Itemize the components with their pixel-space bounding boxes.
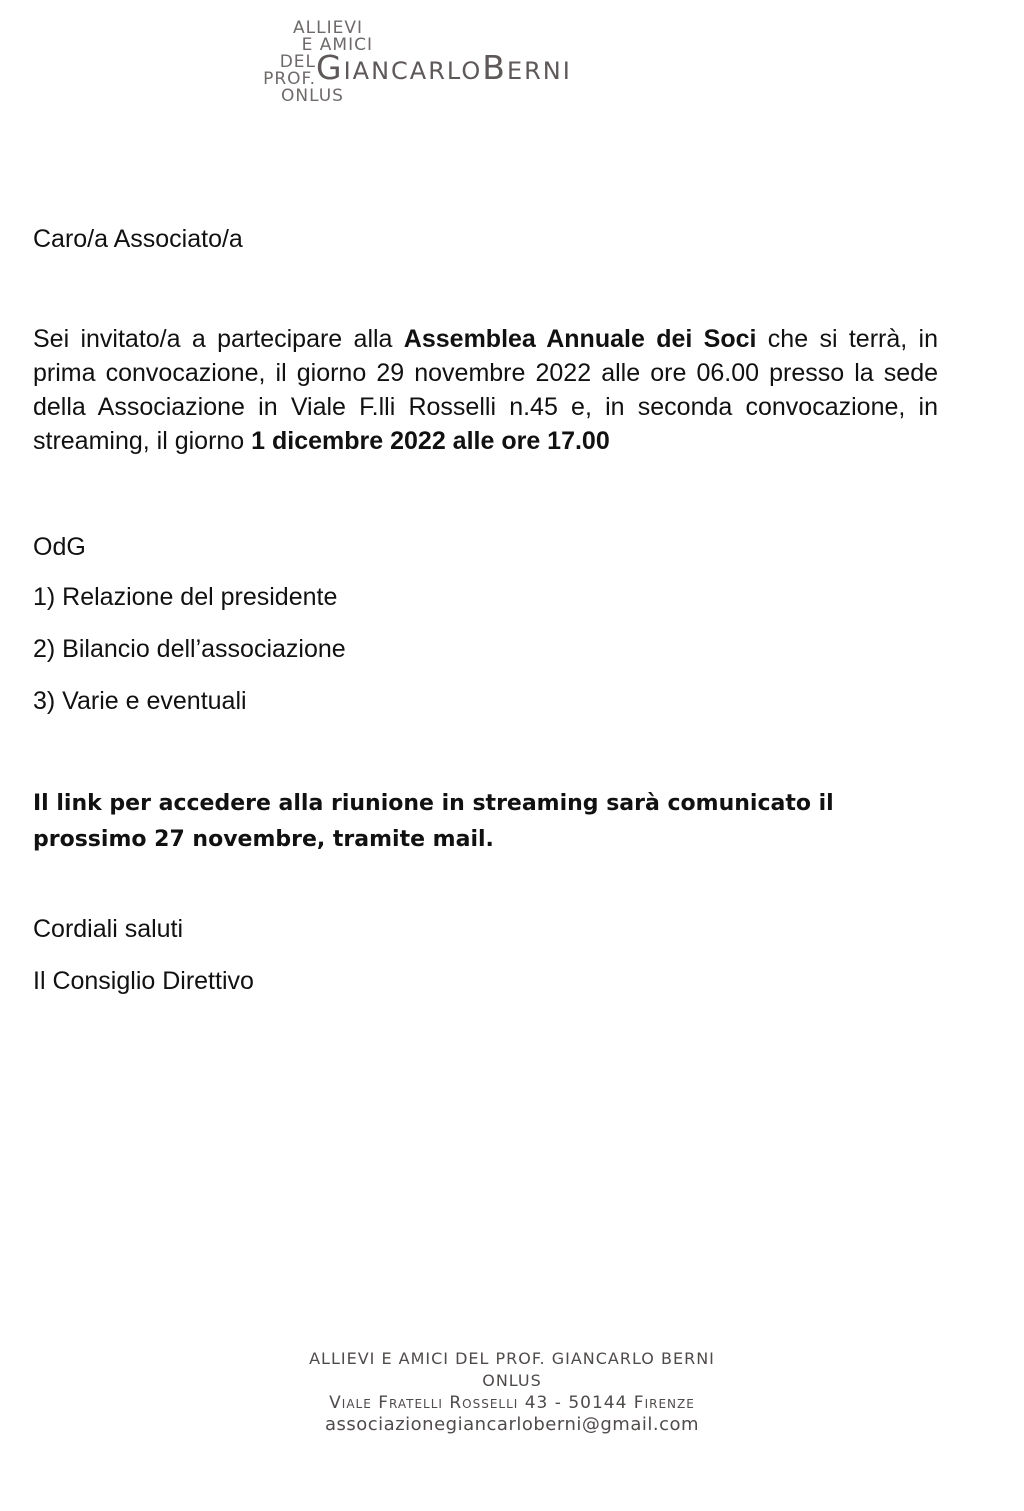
logo-line-allievi: ALLIEVI: [293, 18, 363, 38]
signature: Il Consiglio Direttivo: [33, 967, 254, 995]
footer-organization: ALLIEVI E AMICI DEL PROF. GIANCARLO BERNI: [309, 1349, 715, 1368]
invitation-paragraph: [33, 322, 938, 458]
logo-name-part-erni: ERNI: [506, 57, 572, 85]
closing: Cordiali saluti: [33, 915, 184, 943]
agenda-title: OdG: [33, 533, 86, 561]
invitation-text-2: che si terrà, in prima convocazione, il giorno 29 novembre 2022 alle ore 06.00 presso la sede della Associazione in Viale F.lli Rosselli n.45 e, in seconda convocazione, in streaming, il giorno: [33, 325, 938, 455]
agenda-item: 2) Bilancio dell’associazione: [33, 635, 346, 663]
salutation: Caro/a Associato/a: [33, 225, 243, 253]
invitation-text-1: Sei invitato/a a partecipare alla: [33, 325, 404, 353]
logo-name: [316, 50, 572, 89]
streaming-notice-line-2: prossimo 27 novembre, tramite mail.: [33, 827, 494, 852]
logo-line-e-amici: E AMICI: [301, 35, 373, 55]
logo-line-del: DEL: [279, 52, 316, 72]
letterhead-logo: [243, 16, 743, 108]
footer: [0, 1348, 1024, 1436]
streaming-notice-line-1: Il link per accedere alla riunione in streaming sarà comunicato il: [33, 791, 834, 816]
invitation-bold-assembly: Assemblea Annuale dei Soci: [403, 325, 757, 353]
logo-name-initial-b: B: [482, 48, 507, 87]
footer-address: Viale Fratelli Rosselli 43 - 50144 Firenze: [329, 1393, 695, 1413]
logo-name-initial-g: G: [316, 48, 344, 87]
logo-name-part-iancarlo: IANCARLO: [343, 57, 483, 85]
invitation-bold-date: 1 dicembre 2022 alle ore 17.00: [251, 427, 610, 455]
footer-email: associazionegiancarloberni@gmail.com: [324, 1414, 700, 1435]
footer-onlus: ONLUS: [482, 1371, 542, 1390]
agenda-item: 1) Relazione del presidente: [33, 583, 338, 611]
logo-line-prof: PROF.: [263, 69, 316, 89]
streaming-notice: [33, 786, 938, 858]
logo-line-onlus: ONLUS: [281, 86, 344, 106]
agenda-item: 3) Varie e eventuali: [33, 687, 247, 715]
